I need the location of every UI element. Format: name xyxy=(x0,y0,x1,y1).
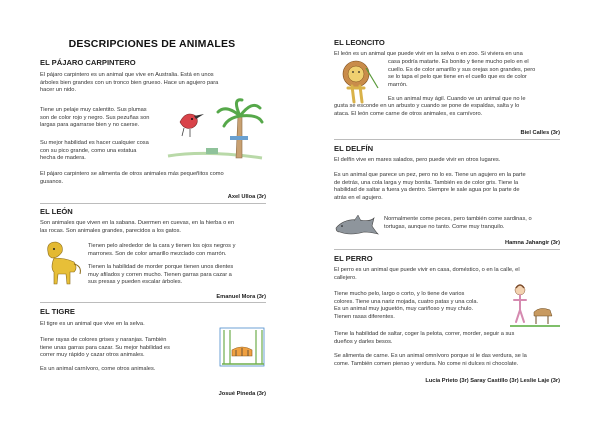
text-perro-habitat: El perro es un animal que puede vivir en casa, doméstico, o en la calle, el callejero. xyxy=(334,267,520,281)
heading-delfin: EL DELFÍN xyxy=(334,144,374,153)
text-delfin-habitat: El delfín vive en mares salados, pero puede vivir en otros lugares. xyxy=(334,157,501,163)
heading-leon: EL LEÓN xyxy=(40,207,73,216)
text-carpintero-appearance: Tiene un pelaje muy calentito. Sus plumas son de color rojo y negro. Sus pezuñas son largas para agarrarse bien y no caerse. xyxy=(40,107,150,128)
text-leon-skill: Tienen la habilidad de morder porque tienen unos dientes muy afilados y corren mucho. Tienen garras para cazar a sus presas y pueden escalar árboles. xyxy=(88,264,234,285)
text-tigre-diet: Es un animal carnívoro, come otros animales. xyxy=(40,366,156,372)
text-perro-appearance: Tiene mucho pelo, largo o corto, y lo tiene de varios colores. Tiene una nariz mojada, cuatro patas y una cola. Es un animal muy juguetón, muy cariñoso y muy chulo. Tienen rasas diferentes. xyxy=(334,291,479,320)
text-leoncito-line1: El león es un animal que puede vivir en la selva o en zoo. Si viviera en una xyxy=(334,51,523,57)
author-tigre: Josué Pineda (3r) xyxy=(218,391,266,397)
heading-tigre: EL TIGRE xyxy=(40,307,75,316)
text-leoncito-appearance: casa podría matarte. Es bonito y tiene mucho pelo en el cuello. Es de color amarillo y sus orejas son grandes, pero se lo tapa el pelo que tiene en el cuello que es de color marrón. xyxy=(388,59,536,88)
text-carpintero-intro: El pájaro carpintero es un animal que vive en Australia. Está en unos árboles bien grandes con un tronco bien grueso. Hace un agujero para hacer un nido. xyxy=(40,72,219,93)
text-leon-appearance: Tienen pelo alrededor de la cara y tienen los ojos negros y marrones. Son de color amarillo mezclado con marrón. xyxy=(88,243,236,257)
left-column xyxy=(40,0,264,424)
author-perro: Lucía Prieto (3r) Saray Castillo (3r) Leslie Laje (3r) xyxy=(425,378,560,384)
document-title: DESCRIPCIONES DE ANIMALES xyxy=(68,38,236,50)
divider xyxy=(40,302,266,303)
lion-drawing xyxy=(40,238,84,288)
author-leoncito: Biel Calles (3r) xyxy=(520,130,560,136)
text-leoncito-diet: gusta se esconde en un arbusto y cuando se pone de espaldas, salta y lo ataca. El león come carne de otros animales, es carnívoro. xyxy=(334,103,520,117)
text-delfin-appearance: Es un animal que parece un pez, pero no lo es. Tiene un agujero en la parte de detrás, una cola larga y muy bonita. También es de color gris. Tiene la habilidad de saltar a fuera ya dentro. Siempre le sale agua por la parte de atrás en el agujero. xyxy=(334,172,526,201)
dog-drawing xyxy=(510,282,560,332)
woodpecker-drawing xyxy=(166,96,266,166)
divider xyxy=(334,139,560,140)
text-delfin-diet: Normalmente come peces, pero también come sardinas, o tortugas, aunque no tanto. Come muy tranquilo. xyxy=(384,216,532,230)
author-leon: Emanuel Mora (3r) xyxy=(216,294,266,300)
text-tigre-habitat: El tigre es un animal que vive en la selva. xyxy=(40,321,145,327)
author-carpintero: Axel Ulloa (3r) xyxy=(227,194,266,200)
text-carpintero-skill: Su mejor habilidad es hacer cualquier cosa con su pico grande, como una estatua hecha de madera. xyxy=(40,140,149,161)
divider xyxy=(40,203,266,204)
text-leoncito-behavior: Es un animal muy ágil. Cuando ve un animal que no le xyxy=(388,96,526,102)
author-delfin: Hamna Jahangir (3r) xyxy=(505,240,560,246)
text-leon-habitat: Son animales que viven en la sabana. Duermen en cuevas, en la hierba o en las rocas. Son animales grandes, parecidos a los gatos. xyxy=(40,220,235,234)
text-perro-diet: Se alimenta de carne. Es un animal omnívoro porque si le das verdura, se la come. También comen pienso y verdura. No come ni dulces ni chocolate. xyxy=(334,353,527,367)
heading-perro: EL PERRO xyxy=(334,254,373,263)
divider xyxy=(334,249,560,250)
heading-leoncito: EL LEONCITO xyxy=(334,38,385,47)
text-tigre-appearance: Tiene rayas de colores grises y naranjas. También tiene unas garras para cazar. Su mejor habilidad es correr muy rápido y cazar otros animales. xyxy=(40,337,170,358)
text-carpintero-diet: El pájaro carpintero se alimenta de otros animales más pequeñitos como gusanos. xyxy=(40,171,224,185)
dolphin-drawing xyxy=(334,214,380,238)
text-perro-skill: Tiene la habilidad de saltar, coger la pelota, correr, morder, seguir a sus dueños y darles besos. xyxy=(334,331,515,345)
tiger-drawing xyxy=(218,326,266,368)
right-column xyxy=(334,0,558,424)
heading-carpintero: EL PÁJARO CARPINTERO xyxy=(40,58,136,67)
